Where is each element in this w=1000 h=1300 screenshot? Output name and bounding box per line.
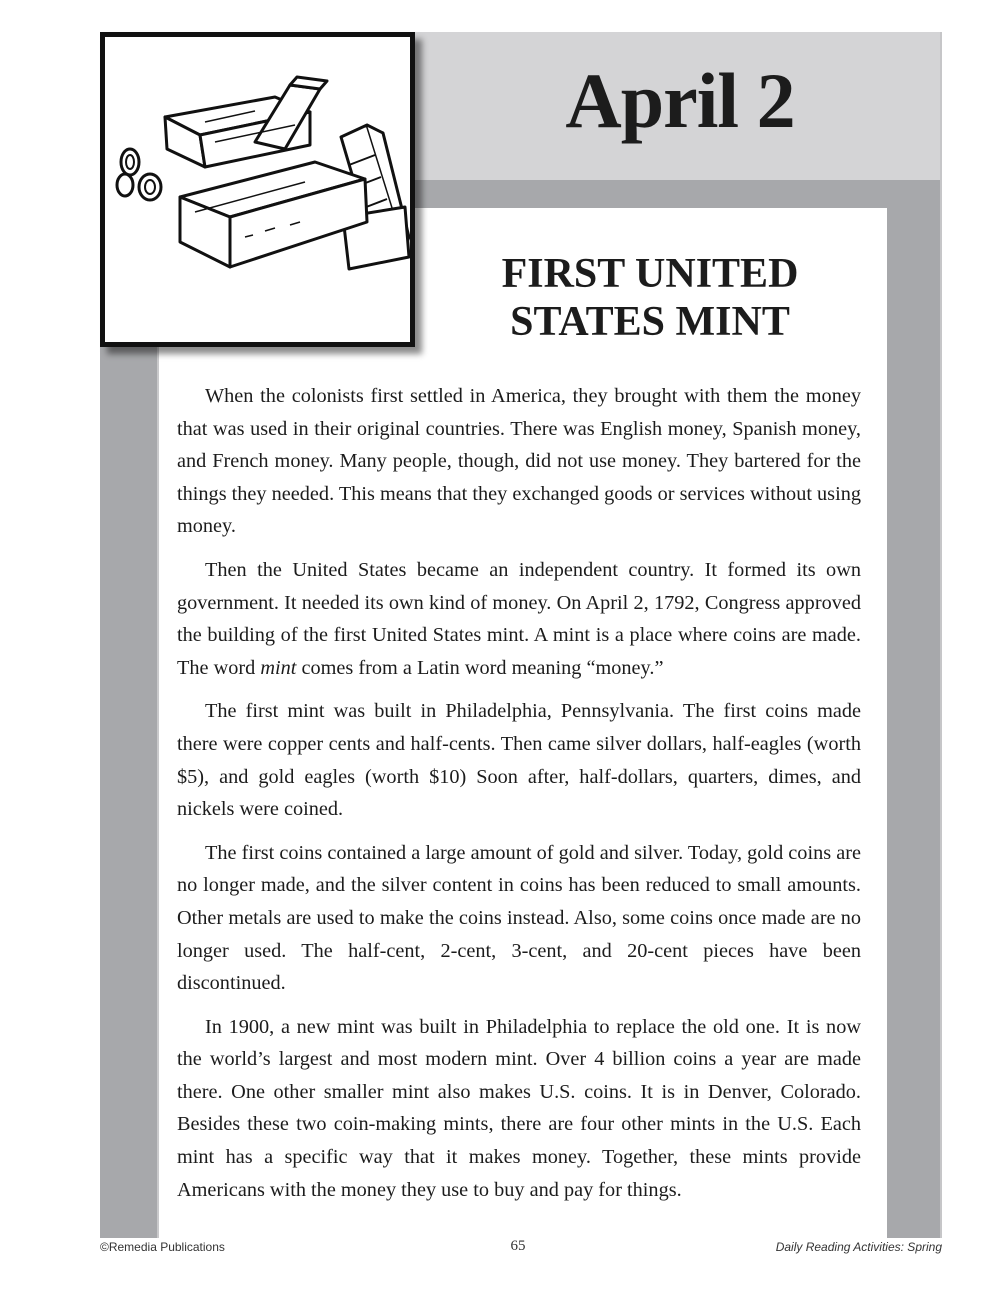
footer-publisher: ©Remedia Publications [100,1240,225,1254]
right-frame-edge [940,32,942,1238]
right-frame-band [885,180,942,1238]
paragraph-5: In 1900, a new mint was built in Philadelphia to replace the old one. It is now the world’s largest and most modern mint. Over 4 billion coins a year are made there. One other smaller mint also makes U.S. coins. It is in Denver, Colorado. Besides these two coin-making mints, there are four other mints in the U.S. Each mint has a specific way that it makes money. Together, these mints provide Americans with the money they use to buy and pay for things. [177,1015,861,1201]
paragraph-2 [177,554,861,684]
illustration-frame [100,32,415,347]
article-title-line-2: STATES MINT [510,299,790,345]
article-title [430,250,870,346]
page-number: 65 [510,1238,526,1254]
footer-book-title: Daily Reading Activities: Spring [775,1240,942,1254]
article-title-line-1: FIRST UNITED [501,251,799,297]
paragraph-1: When the colonists first settled in America, they brought with them the money that was used in their original countries. There was English money, Spanish money, and French money. Many people, though, did not use money. They bartered for the things they needed. This means that they exchanged goods or services without using money. [177,385,861,538]
paragraph-3: The first mint was built in Philadelphia, Pennsylvania. The first coins made there were copper cents and half-cents. Then came silver dollars, half-eagles (worth $5), and gold eagles (worth $10) Soon after, half-dollars, quarters, dimes, and nickels were coined. [177,700,861,821]
left-frame-band [100,345,157,1238]
paragraph-2-tail: comes from a Latin word meaning “money.” [296,656,664,679]
paragraph-2-italic-word: mint [260,656,297,679]
header-band-shadow [415,180,942,208]
date-heading: April 2 [565,57,795,144]
article-body [177,380,861,1217]
gold-bars-and-coins-icon [105,37,410,342]
paragraph-4: The first coins contained a large amount of gold and silver. Today, gold coins are no longer made, and the silver content in coins has been reduced to small amounts. Other metals are used to make the coins instead. Also, some coins once made are no longer used. The half-cent, 2-cent, 3-cent, and 20-cent pieces have been discontinued. [177,841,861,995]
paragraph-2-text: Then the United States became an independent country. It formed its own government. It needed its own kind of money. On April 2, 1792, Congress approved the building of the first United States mint. A mint is a place where coins are made. The word [177,558,861,679]
